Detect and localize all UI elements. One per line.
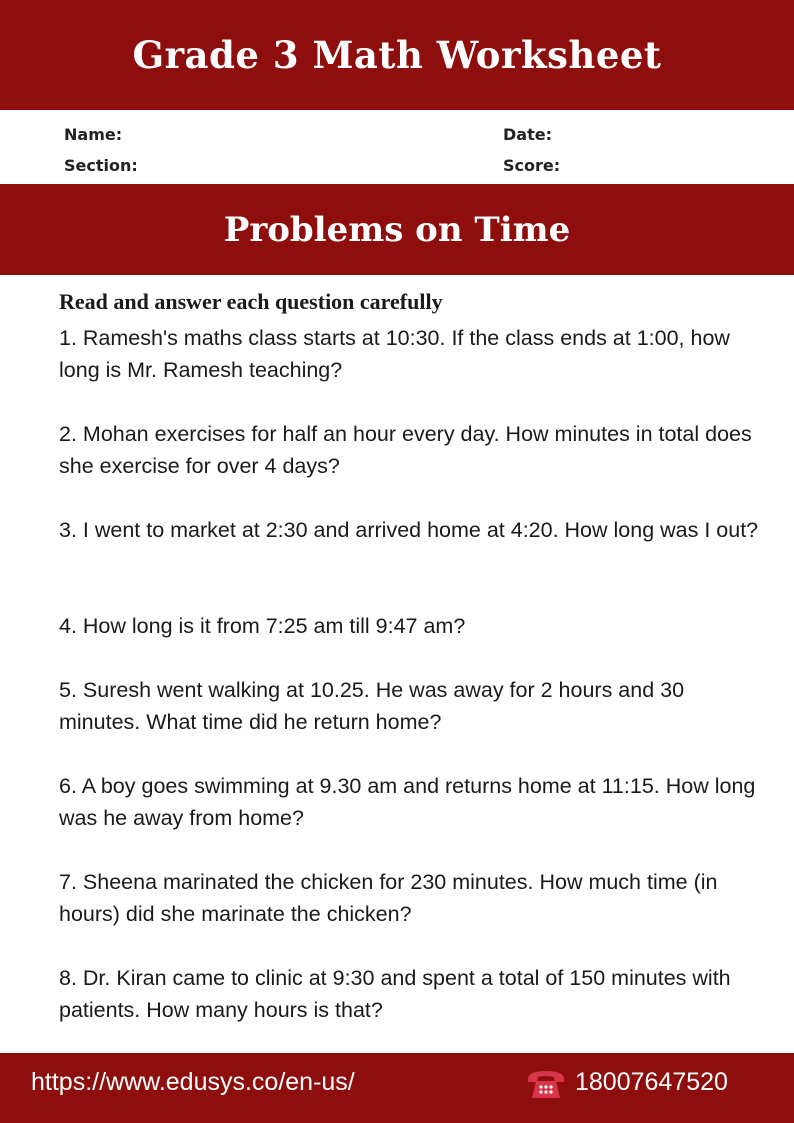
question-4: 4. How long is it from 7:25 am till 9:47 am?: [59, 614, 466, 638]
section-title: Problems on Time: [223, 209, 571, 250]
question-2: 2. Mohan exercises for half an hour every day. How minutes in total does she exercise for over 4 days?: [59, 422, 752, 478]
name-label: Name:: [64, 125, 123, 144]
phone-number[interactable]: 18007647520: [575, 1068, 728, 1096]
website-link[interactable]: https://www.edusys.co/en-us/: [31, 1068, 355, 1096]
telephone-icon: [526, 1068, 566, 1100]
question-5: 5. Suresh went walking at 10.25. He was away for 2 hours and 30 minutes. What time did he return home?: [59, 678, 685, 734]
title-banner: [0, 0, 794, 110]
instructions: Read and answer each question carefully: [59, 289, 443, 314]
question-3: 3. I went to market at 2:30 and arrived home at 4:20. How long was I out?: [59, 518, 759, 542]
section-banner: [0, 184, 794, 275]
score-label: Score:: [503, 156, 561, 175]
footer: [0, 1053, 794, 1123]
worksheet-title: Grade 3 Math Worksheet: [132, 33, 662, 77]
question-6: 6. A boy goes swimming at 9.30 am and returns home at 11:15. How long was he away from home?: [59, 774, 756, 830]
question-8: 8. Dr. Kiran came to clinic at 9:30 and spent a total of 150 minutes with patients. How many hours is that?: [59, 966, 731, 1022]
section-label: Section:: [64, 156, 138, 175]
question-1: 1. Ramesh's maths class starts at 10:30. If the class ends at 1:00, how long is Mr. Ramesh teaching?: [59, 326, 730, 382]
date-label: Date:: [503, 125, 552, 144]
question-7: 7. Sheena marinated the chicken for 230 minutes. How much time (in hours) did she marinate the chicken?: [59, 870, 718, 926]
